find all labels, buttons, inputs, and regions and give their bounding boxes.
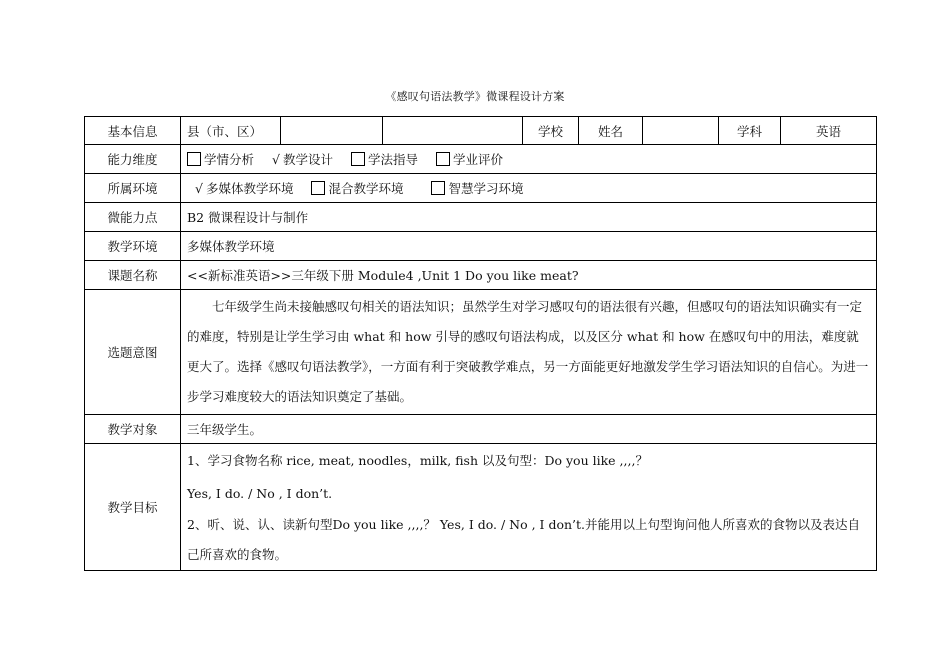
school-value-cell	[383, 117, 523, 145]
row-intent	[85, 290, 877, 415]
school-label: 学校	[523, 117, 579, 145]
checkbox-empty-icon[interactable]	[311, 181, 325, 195]
goal-cell	[181, 444, 877, 571]
row-goal	[85, 444, 877, 571]
intent-paragraph: 七年级学生尚未接触感叹句相关的语法知识；虽然学生对学习感叹句的语法很有兴趣，但感叹句的语法知识确实有一定的难度，特别是让学生学习由 what 和 how 引导的感叹句语法构成，以及区分 what 和 how 在感叹句中的用法，难度就更大了。选择《感叹句语法教学》，一方面有利于突破教学难点，另一方面能更好地激发学生学习语法知识的自信心。为进一步学习难度较大的语法知识奠定了基础。	[187, 299, 869, 404]
option-study-guide[interactable]: 学法指导	[351, 152, 418, 167]
environment-label: 所属环境	[85, 174, 181, 203]
row-teaching-env	[85, 232, 877, 261]
option-teaching-design[interactable]: √ 教学设计	[272, 152, 333, 167]
goal-line: 1、学习食物名称 rice, meat, noodles，milk, fish 以及句型：Do you like ,,,,？	[187, 453, 648, 468]
option-smart-env[interactable]: 智慧学习环境	[431, 181, 523, 196]
option-multimedia-env[interactable]: √ 多媒体教学环境	[195, 181, 294, 196]
teaching-env-value: 多媒体教学环境	[181, 232, 877, 261]
topic-value: <<新标准英语>>三年级下册 Module4 ,Unit 1 Do you like meat?	[181, 261, 877, 290]
checkmark-icon: √	[195, 181, 203, 196]
micro-ability-value: B2 微课程设计与制作	[181, 203, 877, 232]
target-value: 三年级学生。	[181, 415, 877, 444]
row-micro-ability	[85, 203, 877, 232]
topic-label: 课题名称	[85, 261, 181, 290]
county-value-cell	[281, 117, 383, 145]
intent-label: 选题意图	[85, 290, 181, 415]
intent-cell	[181, 290, 877, 415]
checkbox-empty-icon[interactable]	[187, 152, 201, 166]
goal-line: 2、听、说、认、读新句型Do you like ,,,,？ Yes, I do. / No , I don’t.并能用以上句型询问他人所喜欢的食物以及表达自己所喜欢的食物。	[187, 517, 861, 562]
ability-label: 能力维度	[85, 145, 181, 174]
basic-info-label: 基本信息	[85, 117, 181, 145]
design-form-table	[84, 116, 877, 571]
micro-ability-label: 微能力点	[85, 203, 181, 232]
subject-value: 英语	[781, 117, 877, 145]
name-label: 姓名	[579, 117, 643, 145]
checkbox-empty-icon[interactable]	[431, 181, 445, 195]
row-topic	[85, 261, 877, 290]
option-mixed-env[interactable]: 混合教学环境	[311, 181, 403, 196]
checkmark-icon: √	[272, 152, 280, 167]
goal-label: 教学目标	[85, 444, 181, 571]
checkbox-empty-icon[interactable]	[436, 152, 450, 166]
option-academic-eval[interactable]: 学业评价	[436, 152, 503, 167]
row-basic-info	[85, 117, 877, 145]
environment-options	[181, 174, 877, 203]
goal-line: Yes, I do. / No , I don’t.	[187, 486, 333, 501]
checkbox-empty-icon[interactable]	[351, 152, 365, 166]
target-label: 教学对象	[85, 415, 181, 444]
ability-options	[181, 145, 877, 174]
county-label: 县（市、区）	[181, 117, 281, 145]
subject-label: 学科	[719, 117, 781, 145]
name-value-cell	[643, 117, 719, 145]
row-ability	[85, 145, 877, 174]
row-target	[85, 415, 877, 444]
row-environment	[85, 174, 877, 203]
option-learning-analysis[interactable]: 学情分析	[187, 152, 254, 167]
document-title: 《感叹句语法教学》微课程设计方案	[385, 90, 565, 103]
teaching-env-label: 教学环境	[85, 232, 181, 261]
